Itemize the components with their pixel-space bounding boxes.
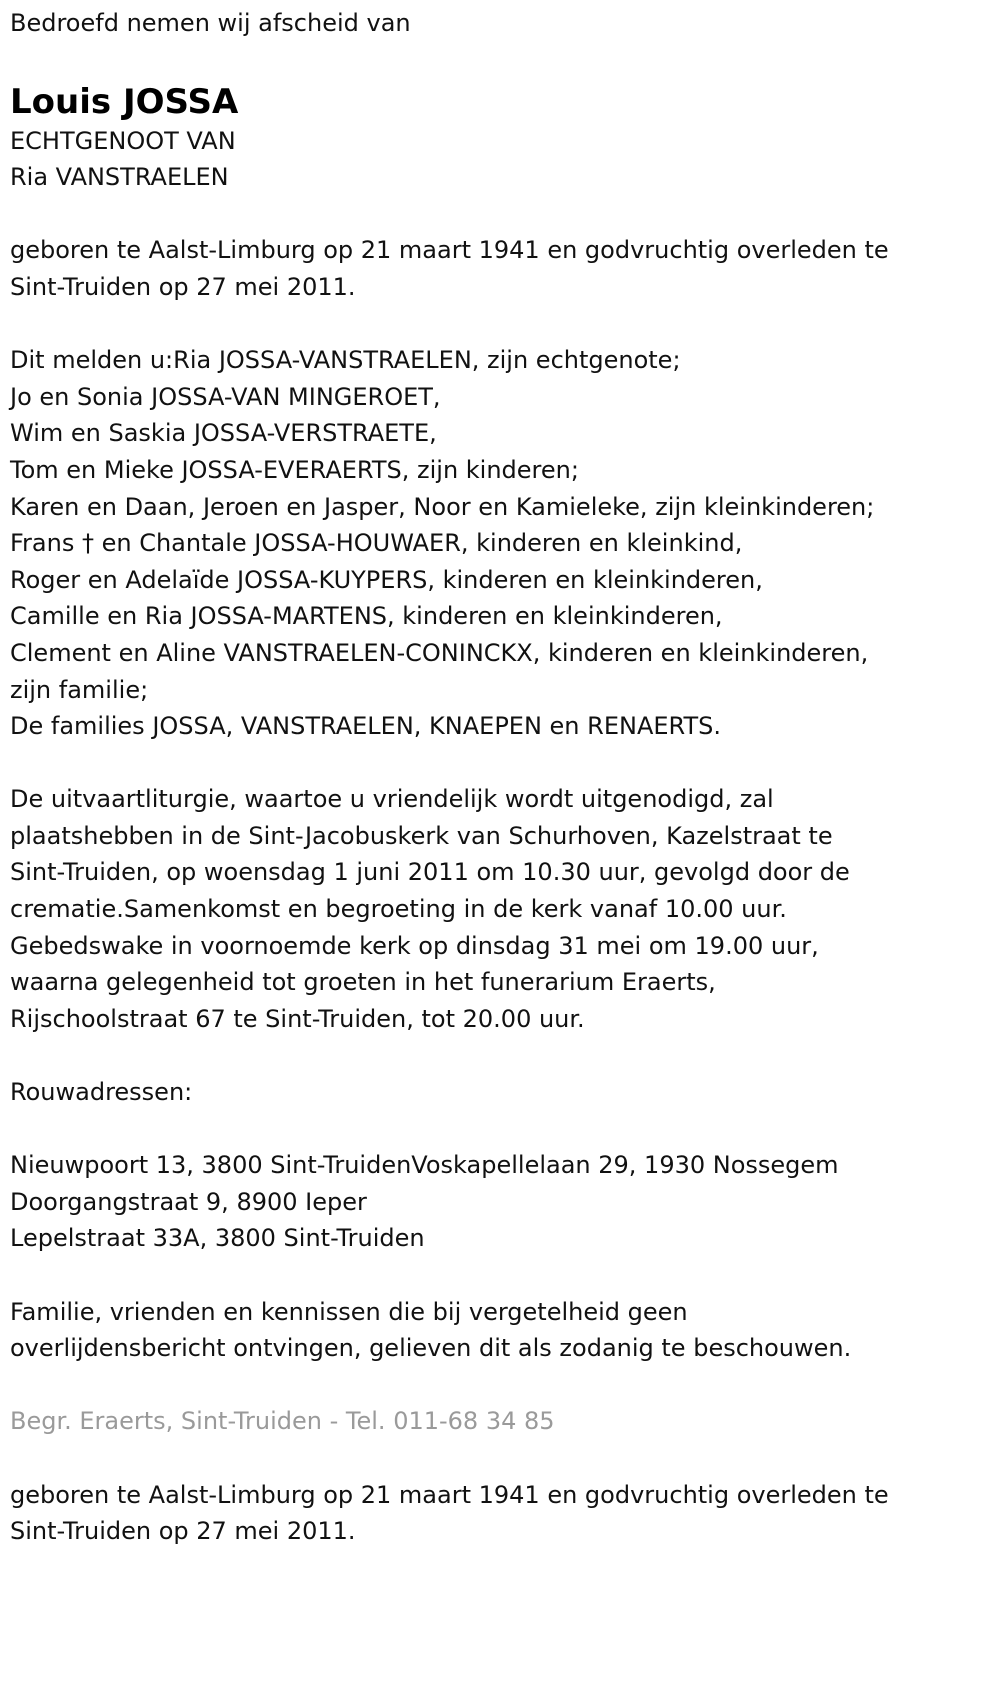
family-line: Karen en Daan, Jeroen en Jasper, Noor en Kamieleke, zijn kleinkinderen;	[10, 492, 875, 521]
family-list	[10, 342, 1000, 745]
paragraph-line: geboren te Aalst-Limburg op 21 maart 1941 en godvruchtig overleden te	[10, 236, 889, 265]
family-line: zijn familie;	[10, 675, 149, 704]
address-line: Lepelstraat 33A, 3800 Sint-Truiden	[10, 1224, 425, 1253]
paragraph-line: Gebedswake in voornoemde kerk op dinsdag 31 mei om 19.00 uur,	[10, 931, 819, 960]
paragraph-line: Familie, vrienden en kennissen die bij vergetelheid geen	[10, 1297, 688, 1326]
spacer	[10, 1257, 1000, 1294]
birth-death-paragraph-repeat	[10, 1477, 1000, 1550]
family-line: Clement en Aline VANSTRAELEN-CONINCKX, kinderen en kleinkinderen,	[10, 638, 869, 667]
paragraph-line: overlijdensbericht ontvingen, gelieven dit als zodanig te beschouwen.	[10, 1334, 852, 1363]
paragraph-line: De uitvaartliturgie, waartoe u vriendelijk wordt uitgenodigd, zal	[10, 785, 774, 814]
birth-death-paragraph	[10, 232, 1000, 305]
intro-text: Bedroefd nemen wij afscheid van	[10, 9, 411, 37]
address-line: Doorgangstraat 9, 8900 Ieper	[10, 1187, 367, 1216]
spouse-name: Ria VANSTRAELEN	[10, 163, 229, 192]
ceremony-paragraph	[10, 781, 1000, 1037]
paragraph-line: crematie.Samenkomst en begroeting in de kerk vanaf 10.00 uur.	[10, 895, 787, 924]
family-line: Roger en Adelaïde JOSSA-KUYPERS, kinderen en kleinkinderen,	[10, 565, 763, 594]
family-line: Dit melden u:Ria JOSSA-VANSTRAELEN, zijn echtgenote;	[10, 346, 681, 375]
family-line: Camille en Ria JOSSA-MARTENS, kinderen en kleinkinderen,	[10, 602, 723, 631]
relation-label: ECHTGENOOT VAN	[10, 126, 236, 155]
family-line: De families JOSSA, VANSTRAELEN, KNAEPEN en RENAERTS.	[10, 712, 721, 741]
paragraph-line: Sint-Truiden op 27 mei 2011.	[10, 272, 356, 301]
paragraph-line: Rijschoolstraat 67 te Sint-Truiden, tot 20.00 uur.	[10, 1004, 585, 1033]
deceased-name: Louis JOSSA	[10, 81, 239, 122]
paragraph-line: waarna gelegenheid tot groeten in het funerarium Eraerts,	[10, 968, 716, 997]
funeral-home-contact: Begr. Eraerts, Sint-Truiden - Tel. 011-68 34 85	[10, 1407, 555, 1436]
paragraph-line: Sint-Truiden, op woensdag 1 juni 2011 om 10.30 uur, gevolgd door de	[10, 858, 850, 887]
family-line: Wim en Saskia JOSSA-VERSTRAETE,	[10, 419, 437, 448]
addresses-heading: Rouwadressen:	[10, 1078, 193, 1107]
spacer	[10, 196, 1000, 233]
spacer	[10, 1111, 1000, 1148]
paragraph-line: Sint-Truiden op 27 mei 2011.	[10, 1517, 356, 1546]
paragraph-line: geboren te Aalst-Limburg op 21 maart 1941 en godvruchtig overleden te	[10, 1480, 889, 1509]
notice-paragraph	[10, 1294, 1000, 1367]
family-line: Frans † en Chantale JOSSA-HOUWAER, kinderen en kleinkind,	[10, 529, 743, 558]
address-list	[10, 1147, 1000, 1257]
address-line: Nieuwpoort 13, 3800 Sint-TruidenVoskapellelaan 29, 1930 Nossegem	[10, 1151, 839, 1180]
paragraph-line: plaatshebben in de Sint-Jacobuskerk van Schurhoven, Kazelstraat te	[10, 821, 833, 850]
family-line: Tom en Mieke JOSSA-EVERAERTS, zijn kinderen;	[10, 455, 579, 484]
spacer	[10, 1037, 1000, 1074]
spacer	[10, 1440, 1000, 1477]
spacer	[10, 745, 1000, 782]
spacer	[10, 306, 1000, 343]
family-line: Jo en Sonia JOSSA-VAN MINGEROET,	[10, 382, 441, 411]
spacer	[10, 1367, 1000, 1404]
